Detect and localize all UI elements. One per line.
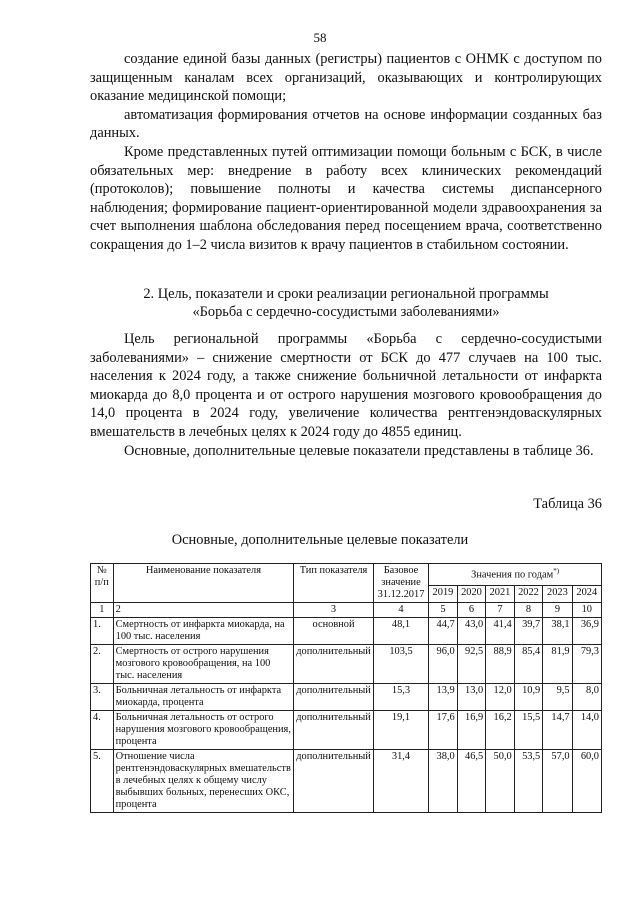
table-row xyxy=(91,711,602,750)
row-type: дополнительный xyxy=(294,711,374,750)
row-num: 1. xyxy=(91,618,114,645)
row-name: Больничная летальность от инфаркта миокарда, процента xyxy=(113,684,294,711)
row-name: Отношение числа рентгенэндоваскулярных вмешательств в лечебных целях к общему числу выбывших больных, перенесших ОКС, процента xyxy=(113,750,294,813)
page-number: 58 xyxy=(313,30,327,45)
section-heading-line2: «Борьба с сердечно-сосудистыми заболеваниями» xyxy=(192,304,500,320)
row-type: дополнительный xyxy=(294,684,374,711)
row-value: 92,5 xyxy=(457,645,486,684)
header-year: 2022 xyxy=(514,586,543,603)
paragraph: Кроме представленных путей оптимизации помощи больным с БСК, в числе обязательных мер: внедрение в работу всех клинических рекомендаций (протоколов); повышение полноты и качества системы диспансерного наблюдения; формирование пациент-ориентированной модели здравоохранения за счет выполнения шаблона обследования перед посещением врача, соответственно сокращения до 1–2 числа визитов к врачу пациентов в стабильном состоянии. xyxy=(90,143,602,253)
row-name: Смертность от острого нарушения мозгового кровообращения, на 100 тыс. населения xyxy=(113,645,294,684)
paragraph: автоматизация формирования отчетов на основе информации созданных баз данных. xyxy=(90,106,602,142)
column-number: 2 xyxy=(113,603,294,618)
row-type: дополнительный xyxy=(294,645,374,684)
table-row xyxy=(91,750,602,813)
row-value: 14,7 xyxy=(543,711,572,750)
table-row xyxy=(91,684,602,711)
row-value: 46,5 xyxy=(457,750,486,813)
body-text-top xyxy=(90,50,602,255)
column-number: 8 xyxy=(514,603,543,618)
row-type: дополнительный xyxy=(294,750,374,813)
row-value: 13,0 xyxy=(457,684,486,711)
column-number: 5 xyxy=(429,603,458,618)
header-values-group xyxy=(429,564,602,586)
row-type: основной xyxy=(294,618,374,645)
row-value: 8,0 xyxy=(572,684,601,711)
column-number: 10 xyxy=(572,603,601,618)
column-number: 6 xyxy=(457,603,486,618)
row-value: 16,2 xyxy=(486,711,515,750)
row-base: 31,4 xyxy=(373,750,428,813)
row-name: Смертность от инфаркта миокарда, на 100 тыс. населения xyxy=(113,618,294,645)
header-name: Наименование показателя xyxy=(113,564,294,603)
row-value: 85,4 xyxy=(514,645,543,684)
row-value: 60,0 xyxy=(572,750,601,813)
paragraph: Основные, дополнительные целевые показатели представлены в таблице 36. xyxy=(124,442,594,459)
body-text-bottom xyxy=(90,330,602,460)
table-title: Основные, дополнительные целевые показатели xyxy=(171,532,469,548)
column-numbers-row xyxy=(91,603,602,618)
paragraph: Цель региональной программы «Борьба с сердечно-сосудистыми заболеваниями» – снижение смертности от БСК до 477 случаев на 100 тыс. населения к 2024 году, а также снижение больничной летальности от инфаркта миокарда до 8,0 процента и от острого нарушения мозгового кровообращения до 14,0 процента в 2024 году, увеличение количества рентгенэндоваскулярных вмешательств в лечебных целях к 2024 году до 4855 единиц. xyxy=(90,331,602,440)
row-base: 15,3 xyxy=(373,684,428,711)
header-year: 2020 xyxy=(457,586,486,603)
table-label: Таблица 36 xyxy=(533,496,602,512)
row-value: 9,5 xyxy=(543,684,572,711)
row-value: 43,0 xyxy=(457,618,486,645)
row-value: 14,0 xyxy=(572,711,601,750)
row-value: 39,7 xyxy=(514,618,543,645)
row-value: 53,5 xyxy=(514,750,543,813)
row-value: 10,9 xyxy=(514,684,543,711)
row-value: 15,5 xyxy=(514,711,543,750)
header-values-marker: *) xyxy=(553,567,560,575)
row-value: 38,0 xyxy=(429,750,458,813)
header-year: 2023 xyxy=(543,586,572,603)
header-num: № п/п xyxy=(91,564,114,603)
column-number: 7 xyxy=(486,603,515,618)
row-value: 50,0 xyxy=(486,750,515,813)
row-num: 4. xyxy=(91,711,114,750)
row-value: 38,1 xyxy=(543,618,572,645)
column-number: 9 xyxy=(543,603,572,618)
header-type: Тип показателя xyxy=(294,564,374,603)
table-header-row xyxy=(91,564,602,586)
row-num: 3. xyxy=(91,684,114,711)
row-value: 17,6 xyxy=(429,711,458,750)
row-value: 41,4 xyxy=(486,618,515,645)
row-value: 96,0 xyxy=(429,645,458,684)
row-base: 48,1 xyxy=(373,618,428,645)
column-number: 1 xyxy=(91,603,114,618)
indicators-table xyxy=(90,563,602,813)
row-name: Больничная летальность от острого нарушения мозгового кровообращения, процента xyxy=(113,711,294,750)
row-num: 5. xyxy=(91,750,114,813)
row-base: 103,5 xyxy=(373,645,428,684)
row-base: 19,1 xyxy=(373,711,428,750)
row-value: 12,0 xyxy=(486,684,515,711)
header-year: 2021 xyxy=(486,586,515,603)
header-base: Базовое значение 31.12.2017 xyxy=(373,564,428,603)
row-num: 2. xyxy=(91,645,114,684)
section-heading xyxy=(90,285,602,321)
column-number: 3 xyxy=(294,603,374,618)
header-values-label: Значения по годам xyxy=(471,569,554,581)
row-value: 36,9 xyxy=(572,618,601,645)
table-row xyxy=(91,645,602,684)
header-year: 2024 xyxy=(572,586,601,603)
section-heading-line1: 2. Цель, показатели и сроки реализации региональной программы xyxy=(143,286,549,302)
header-year: 2019 xyxy=(429,586,458,603)
row-value: 57,0 xyxy=(543,750,572,813)
row-value: 88,9 xyxy=(486,645,515,684)
row-value: 13,9 xyxy=(429,684,458,711)
row-value: 81,9 xyxy=(543,645,572,684)
table-row xyxy=(91,618,602,645)
row-value: 16,9 xyxy=(457,711,486,750)
column-number: 4 xyxy=(373,603,428,618)
row-value: 44,7 xyxy=(429,618,458,645)
row-value: 79,3 xyxy=(572,645,601,684)
paragraph: создание единой базы данных (регистры) пациентов с ОНМК с доступом по защищенным каналам всех организаций, оказывающих и контролирующих оказание медицинской помощи; xyxy=(90,51,602,105)
